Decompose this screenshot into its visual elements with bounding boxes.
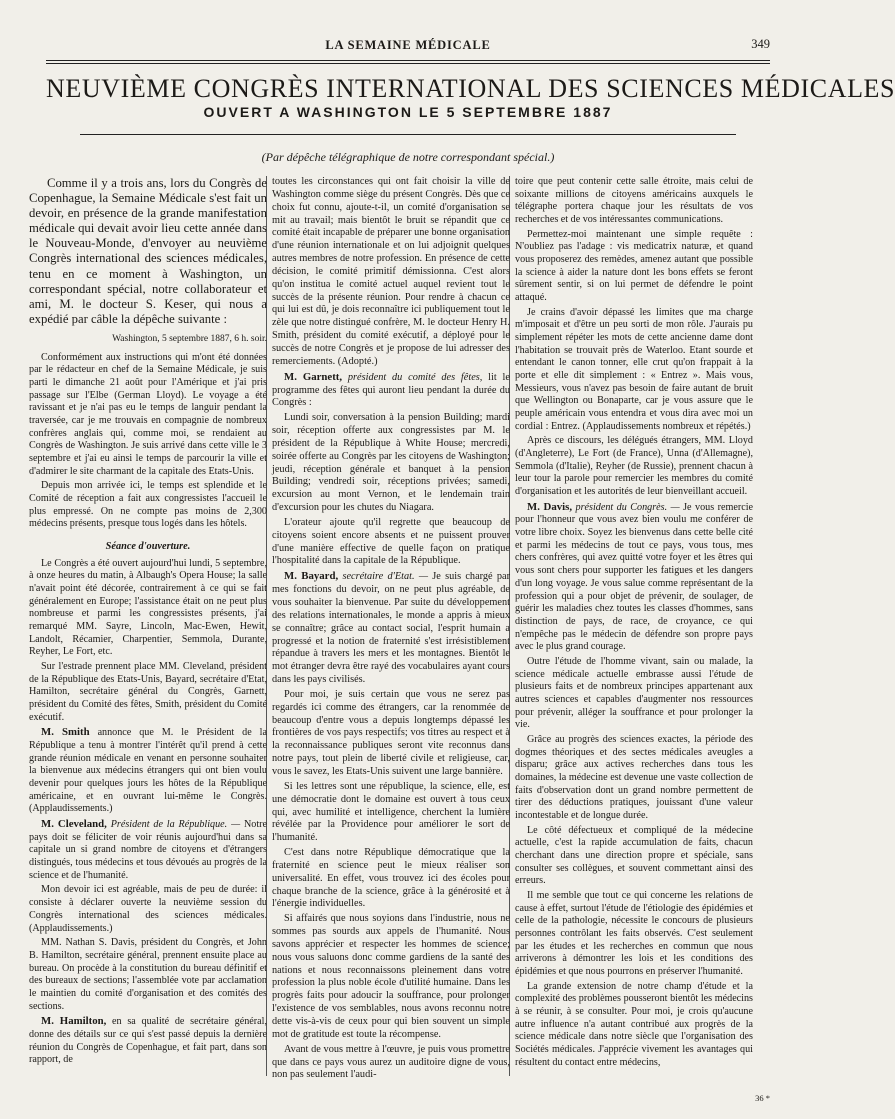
paragraph: L'orateur ajoute qu'il regrette que beaucoup de citoyens soient encore absents et ne puissent prouver d'une manière effective de quelle façon on pratique l'hospitalité dans la capitale de la République.: [272, 516, 510, 567]
speaker-name: M. Cleveland,: [41, 818, 107, 831]
header-rule-thin: [46, 63, 770, 64]
section-heading: Séance d'ouverture.: [105, 541, 191, 553]
speaker-name: M. Hamilton,: [41, 1015, 107, 1028]
paragraph: MM. Nathan S. Davis, président du Congrès, et John B. Hamilton, secrétaire général, prennent ensuite place au bureau. On procède à la constitution du bureau définitif et des bureaux de sections; l'assemblée vote par acclamation le maintien du comité d'organisation et des comités des sections.: [29, 937, 267, 1012]
title-rule: [80, 134, 736, 135]
speaker-name: M. Smith: [41, 726, 90, 739]
speaker-name: M. Davis,: [527, 500, 573, 513]
paragraph: Si affairés que nous soyions dans l'industrie, nous ne sommes pas sourds aux appels de l'humanité. Nous savons apprécier et respecter les hommes de science; nous vous saluons donc comme gardiens de la santé des nations et nous reconnaissons pleinement dans votre profession la plus noble école d'utilité humaine. Dans les progrès faits pour adoucir la souffrance, pour prolonger l'existence de vos semblables, nous avons reconnu notre dette vis-à-vis de ceux pour qui bien souvent un simple mot de gratitude est toute la récompense.: [272, 913, 510, 1040]
paragraph: Permettez-moi maintenant une simple requête : N'oubliez pas l'adage : vis medicatrix naturæ, et quand vous proposerez des remèdes, amenez autant que possible la science à aider la nature dont les bons effets se feront sûrement sentir, si on lui permet de défendre le point attaqué.: [515, 228, 753, 304]
speech-paragraph: M. Cleveland, Président de la République. — Notre pays doit se féliciter de voir réunis aujourd'hui dans sa capitale un si grand nombre de citoyens et d'étrangers distingués, tous médecins et tous dévoués au progrès de la science et de l'humanité.: [29, 818, 268, 881]
column-3: [515, 176, 753, 1071]
dateline: Washington, 5 septembre 1887, 6 h. soir.: [112, 333, 267, 344]
paragraph: toutes les circonstances qui ont fait choisir la ville de Washington comme siège du présent Congrès. Dès que ce choix fut connu, ajoute-t-il, un comité d'organisation se mit au travail; mais bientôt le bruit se répandit que ce comité était incapable de préparer une bonne organisation d'une réunion internationale et on lui adjoignit quelques autres membres de notre profession. En présence de cette décision, le comité primitif démissionna. C'est alors qu'on institua le comité actuel auquel revient tout le succès de la présente réunion. Pour rendre à chacun ce qui lui est dû, je dois reconnaître ici publiquement tout le zèle que notre distingué confrère, M. le docteur Henry H. Smith, président du comité exécutif, a déployé pour le succès de notre Congrès et je propose de lui adresser des remerciements. (Adopté.): [272, 176, 510, 367]
speech-paragraph: M. Garnett, président du comité des fêtes, lit le programme des fêtes qui auront lieu pendant la durée du Congrès :: [272, 370, 510, 409]
printer-signature: 36 *: [755, 1093, 770, 1103]
paragraph: Mon devoir ici est agréable, mais de peu de durée: il consiste à déclarer ouverte la neuvième session du Congrès international des sciences médicales. (Applaudissements.): [29, 884, 267, 934]
paragraph: Le côté défectueux et compliqué de la médecine actuelle, c'est la rapide accumulation de faits, chacun cherchant dans une direction propre et spéciale, sans consulter ses collègues, et souvent commettant ainsi des erreurs.: [515, 824, 753, 887]
paragraph: Après ce discours, les délégués étrangers, MM. Lloyd (d'Angleterre), Le Fort (de France), Unna (d'Allemagne), Semmola (d'Italie), Reyher (de Russie), prennent chacun à leur tour la parole pour remercier les membres du comité d'organisation et les autorités de leur bienveillant accueil.: [515, 435, 753, 498]
intro-paragraph: Comme il y a trois ans, lors du Congrès de Copenhague, la Semaine Médicale s'est fait un devoir, en présence de la grande manifestation médicale qui devait avoir lieu cette année dans le Nouveau-Monde, d'envoyer au neuvième Congrès international des sciences médicales, tenu en ce moment à Washington, un correspondant spécial, notre collaborateur et ami, M. le docteur S. Keser, qui nous a expédié par câble la dépêche suivante :: [29, 176, 267, 326]
speaker-title: président du comité des fêtes,: [347, 371, 483, 383]
paragraph: Si les lettres sont une république, la science, elle, est une démocratie dont le domaine est ouvert à tous ceux qui, avec humilité et intelligence, cherchent la lumière révélée par la Providence pour améliorer le sort de l'humanité.: [272, 780, 510, 844]
paragraph: Il me semble que tout ce qui concerne les relations de cause à effet, surtout l'étude de l'étiologie des épidémies et celle de la pathologie, nécessite le concours de plusieurs personnes contrôlant les faits observés. C'est seulement par les études et les recherches en commun que nous arriverons à démontrer les lois et les conditions des épidémies et que nous pourrons en préserver l'humanité.: [515, 889, 753, 977]
paragraph: Pour moi, je suis certain que vous ne serez pas regardés ici comme des étrangers, car la renommée de beaucoup d'entre vous a depuis longtemps dépassé les frontières de vos pays respectifs; vos titres au respect et à la reconnaissance publiques seront vite reconnus dans notre pays, tout plein de liberté civile et religieuse, car, vous le savez, les Etats-Unis suivent une large bannière.: [272, 688, 510, 777]
article-subheadline: OUVERT A WASHINGTON LE 5 SEPTEMBRE 1887: [203, 104, 613, 120]
paragraph: Je crains d'avoir dépassé les limites que ma charge m'imposait et d'être un peu sorti de mon rôle. J'aurais pu simplement répéter les mots de cette ancienne dame dont l'habitation se trouvait près de Waterloo. Etant sourde et entendant le canon tonner, elle crut qu'on frappait à la porte et elle dit simplement : « Entrez ». Mais vous, Messieurs, vous n'avez pas besoin de faire autant de bruit que Wellington ou Bonaparte, car je vous assure que le peuple américain vous entendra et vous dira avec moi un cordial : Entrez. (Applaudissements nombreux et répétés.): [515, 306, 753, 432]
header-rule: [46, 60, 770, 61]
speech-paragraph: M. Davis, président du Congrès. — Je vous remercie pour l'honneur que vous avez bien voulu me conférer de votre libre choix. Soyez les bienvenus dans cette belle cité et parmi les médecins de tout ce pays, vous tous, mes chers confrères, qui avez quitté votre foyer et les êtres qui vous sont chers pour supporter les fatigues et les dangers d'un long voyage. Je vous salue comme représentant de la profession qui a pour objet de prévenir, de soulager, de guérir les maladies chez toutes les classes d'hommes, sans distinction de pays, de race, de croyance, ce qui n'empêche pas le médecin de défendre son propre pays avec le plus grand courage.: [515, 500, 754, 653]
paragraph: Sur l'estrade prennent place MM. Cleveland, président de la République des Etats-Unis, Bayard, secrétaire d'Etat, Hamilton, secrétaire général du Congrès, Garnett, président du Comité des fêtes, Smith, président du Comité exécutif.: [29, 661, 267, 723]
paragraph: Le Congrès a été ouvert aujourd'hui lundi, 5 septembre, à onze heures du matin, à Albaugh's Opera House; la salle n'avait point été décorée, contrairement à ce qui se fait généralement en Europe; l'assistance était on ne peut plus nombreuse et parmi les congressistes présents, j'ai remarqué MM. Sayre, Lincoln, Mac-Ewen, Hewit, Landolt, Récamier, Charpentier, Semmola, Durante, Reyher, Le Fort, etc.: [29, 557, 267, 658]
speaker-title: secrétaire d'Etat. —: [342, 571, 428, 583]
paragraph: Grâce au progrès des sciences exactes, la période des dogmes théoriques et des sectes médicales aveugles a disparu; grâce aux actives recherches dans tous les domaines, la médecine est devenue une vaste collection de faits d'observation dont un grand nombre permettent de tirer des déductions pratiques, jouissant d'une valeur incontestable et de longue durée.: [515, 733, 753, 821]
speech-paragraph: M. Bayard, secrétaire d'Etat. — Je suis chargé par mes fonctions du devoir, on ne peut plus agréable, de vous souhaiter la bienvenue. Par suite du développement des relations internationales, le monde a appris à mieux se connaître; grâce au contact social, l'esprit humain a progressé et la notion de fraternité s'est irrésistiblement répandue à travers les mers et les montagnes. Bientôt le mot étranger devra être rayé des vocabulaires ayant cours dans les pays civilisés.: [272, 570, 511, 686]
speech-paragraph: M. Smith annonce que M. le Président de la République a tenu à montrer l'intérêt qu'il prend à cette grande réunion médicale en venant en personne souhaiter la bienvenue aux médecins étrangers qui ont bien voulu devenir pour quelques jours les hôtes de la République américaine, et en ouvrant lui-même le Congrès. (Applaudissements.): [29, 726, 267, 815]
dispatch-note: (Par dépêche télégraphique de notre correspondant spécial.): [261, 150, 555, 164]
paragraph: Lundi soir, conversation à la pension Building; mardi soir, réception offerte aux congressistes par M. le président de la République à White House; mercredi, soirée offerte au Congrès par les citoyens de Washington; jeudi, réception générale et banquet à la pension Building; vendredi soir, réceptions privées; samedi, excursion au mont Vernon, et le lendemain train d'excursion pour les chutes du Niagara.: [272, 412, 510, 514]
column-1: [29, 176, 267, 1069]
article-headline: NEUVIÈME CONGRÈS INTERNATIONAL DES SCIENCES MÉDICALES: [46, 74, 895, 103]
speaker-name: M. Garnett,: [284, 370, 343, 383]
speaker-title: Président de la République. —: [110, 819, 241, 831]
page-number: 349: [751, 37, 770, 51]
speaker-name: M. Bayard,: [284, 570, 339, 583]
paragraph: toire que peut contenir cette salle étroite, mais celui de soixante millions de citoyens américains auxquels le télégraphe portera chaque jour les résultats de vos recherches et de vos intéressantes communications.: [515, 176, 753, 226]
running-title: LA SEMAINE MÉDICALE: [325, 38, 491, 52]
paragraph: C'est dans notre République démocratique que la fraternité en science peut le mieux réaliser son universalité. En effet, vous trouvez ici des écoles pour chaque branche de la science, grâce à la générosité et à l'énergie individuelles.: [272, 847, 510, 910]
paragraph: Conformément aux instructions qui m'ont été données par le rédacteur en chef de la Semaine Médicale, je suis parti le dimanche 21 août pour l'Amérique et j'ai pris passage sur l'Elbe (German Lloyd). Le voyage a été ravissant et je n'ai pas eu le temps de languir pendant la traversée, car je me trouvais en compagnie de nombreux confrères anglais qui, comme moi, se rendaient au Congrès de Washington. Je suis arrivé dans cette ville le 3 septembre et j'ai eu ainsi le temps de parcourir la ville et d'admirer le site charmant de la capitale des Etats-Unis.: [29, 351, 267, 477]
column-2: [272, 176, 510, 1084]
paragraph: Depuis mon arrivée ici, le temps est splendide et le Comité de réception a fait aux congressistes l'accueil le plus empressé. On ne compte pas moins de 2,300 médecins présents, presque tous logés dans les hôtels.: [29, 480, 267, 530]
paragraph: La grande extension de notre champ d'étude et la complexité des problèmes pousseront bientôt les médecins à se réunir, à se consulter. Pour moi, je crois qu'aucune autre influence n'a autant contribué aux progrès de la science médicale dans notre siècle que l'organisation des Sociétés médicales. J'apprécie vivement les avantages qui résultent du contact entre médecins,: [515, 980, 753, 1068]
paragraph: Outre l'étude de l'homme vivant, sain ou malade, la science médicale actuelle embrasse aussi l'étude de plusieurs faits et de nombreux principes appartenant aux autres sciences et capables d'augmenter nos ressources pour prévenir, alléger la souffrance et pour prolonger la vie.: [515, 655, 753, 731]
speech-paragraph: M. Hamilton, en sa qualité de secrétaire général, donne des détails sur ce qui s'est passé depuis la dernière réunion du Congrès de Copenhague, et fait part, dans son rapport, de: [29, 1015, 267, 1066]
paragraph: Avant de vous mettre à l'œuvre, je puis vous promettre que dans ce pays vous aurez un auditoire digne de vous, non pas seulement l'audi-: [272, 1043, 510, 1081]
running-header: [46, 34, 770, 54]
speaker-title: président du Congrès. —: [575, 501, 680, 513]
